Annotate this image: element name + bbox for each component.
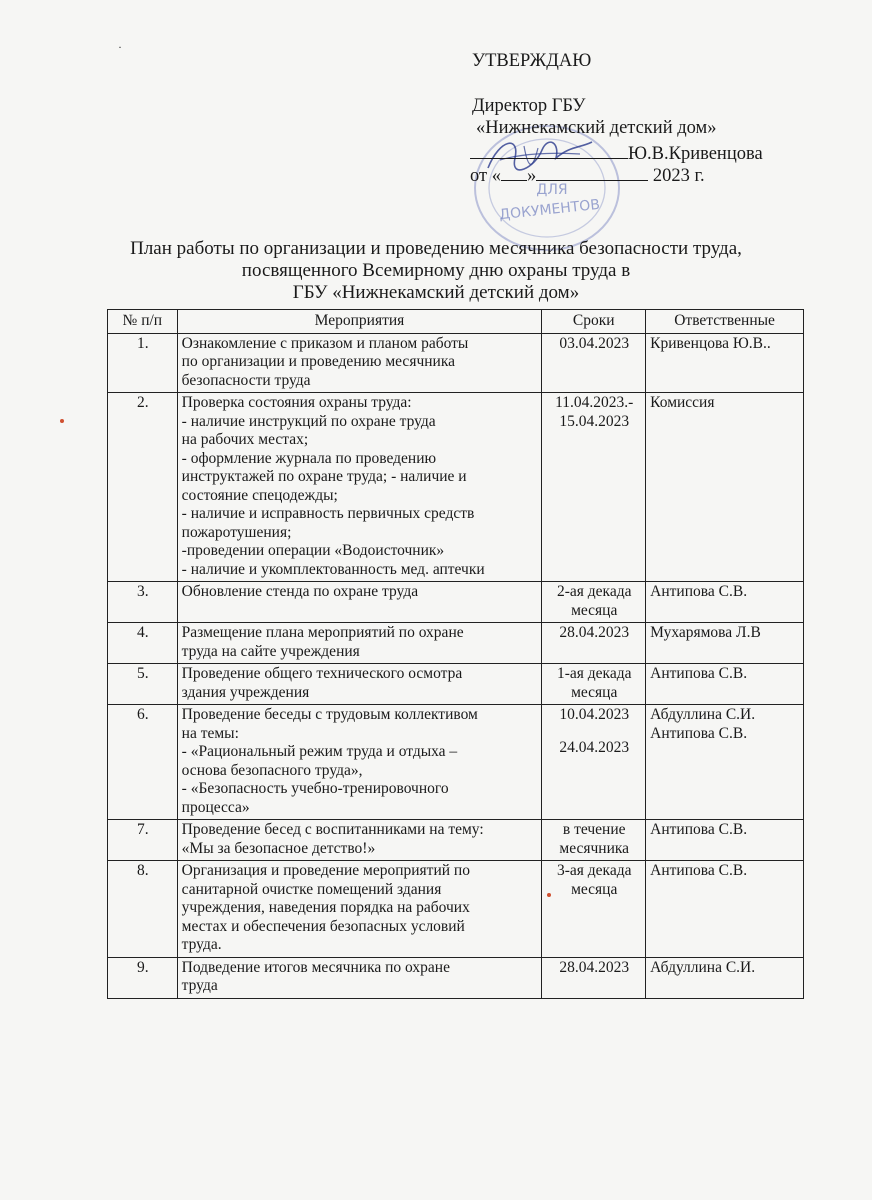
event-cell-line: безопасности труда: [181, 371, 311, 389]
header-responsible: Ответственные: [646, 310, 804, 334]
scan-speck: [547, 893, 551, 897]
table-row: [108, 705, 804, 820]
dates-cell-line: в течение: [562, 821, 626, 838]
event-cell-line: - наличие и укомплектованность мед. аптечки: [181, 560, 485, 578]
header-dates: Сроки: [542, 310, 646, 334]
scan-speck: [60, 419, 64, 423]
event-cell-line: Организация и проведение мероприятий по: [181, 862, 470, 879]
event-cell-line: - наличие и исправность первичных средств: [181, 505, 475, 522]
header-num: № п/п: [108, 310, 178, 334]
row-number: 7.: [108, 820, 178, 861]
dates-cell-line: месяца: [571, 880, 618, 898]
event-cell-line: - «Безопасность учебно-тренировочного: [181, 780, 449, 797]
row-number: 6.: [108, 705, 178, 820]
scan-mark: ·: [118, 40, 122, 54]
responsible-cell-line: Комиссия: [650, 394, 715, 411]
dates-cell: [542, 705, 646, 820]
responsible-cell: [646, 623, 804, 664]
responsible-cell: [646, 393, 804, 582]
event-cell-line: Ознакомление с приказом и планом работы: [181, 334, 469, 352]
approval-org: «Нижнекамский детский дом»: [476, 118, 717, 138]
approval-date-mid: »: [526, 166, 537, 186]
responsible-cell-line: Абдуллина С.И.: [650, 958, 756, 976]
approval-date-year: 2023 г.: [652, 166, 705, 186]
dates-cell-line: месяца: [571, 601, 618, 619]
event-cell-line: -проведении операции «Водоисточник»: [181, 542, 445, 559]
event-cell-line: здания учреждения: [181, 683, 310, 701]
row-number: 9.: [108, 957, 178, 998]
event-cell-line: местах и обеспечения безопасных условий: [181, 917, 465, 935]
title-line-2: посвященного Всемирному дню охраны труда в: [241, 260, 631, 281]
event-cell-line: «Мы за безопасное детство!»: [181, 839, 376, 857]
header-event: Мероприятия: [177, 310, 542, 334]
svg-text:ДЛЯ: ДЛЯ: [536, 182, 568, 198]
responsible-cell-line: Антипова С.В.: [650, 724, 748, 742]
plan-table: [107, 309, 804, 999]
document-title: [40, 238, 832, 304]
event-cell-line: состояние спецодежды;: [181, 486, 338, 504]
dates-cell-line: 03.04.2023: [559, 334, 630, 352]
dates-cell: [542, 957, 646, 998]
responsible-cell: [646, 664, 804, 705]
row-number: 5.: [108, 664, 178, 705]
event-cell-line: труда: [181, 977, 218, 994]
svg-text:ДОКУМЕНТОВ: ДОКУМЕНТОВ: [498, 196, 601, 224]
event-cell: [177, 664, 542, 705]
event-cell-line: - наличие инструкций по охране труда: [181, 412, 436, 430]
approval-heading: УТВЕРЖДАЮ: [472, 51, 592, 71]
event-cell-line: труда на сайте учреждения: [181, 642, 360, 660]
dates-cell-line: 10.04.2023: [559, 706, 630, 723]
responsible-cell: [646, 861, 804, 958]
table-row: [108, 333, 804, 393]
responsible-cell: [646, 705, 804, 820]
dates-cell-line: 15.04.2023: [559, 412, 630, 430]
responsible-cell-line: Мухарямова Л.В: [650, 624, 761, 641]
dates-cell: [542, 582, 646, 623]
event-cell-line: на рабочих местах;: [181, 431, 309, 448]
responsible-cell-line: Антипова С.В.: [650, 862, 748, 879]
responsible-cell: [646, 582, 804, 623]
event-cell-line: санитарной очистке помещений здания: [181, 880, 442, 898]
table-row: [108, 820, 804, 861]
event-cell-line: - «Рациональный режим труда и отдыха –: [181, 743, 458, 760]
title-line-3: ГБУ «Нижнекамский детский дом»: [292, 282, 580, 303]
table-row: [108, 393, 804, 582]
event-cell-line: Проведение общего технического осмотра: [181, 665, 463, 682]
event-cell-line: - оформление журнала по проведению: [181, 449, 437, 467]
approval-position: Директор ГБУ: [472, 96, 586, 116]
dates-cell-line: 11.04.2023.-: [555, 394, 634, 411]
table-row: [108, 664, 804, 705]
dates-cell: [542, 820, 646, 861]
event-cell-line: на темы:: [181, 724, 239, 742]
event-cell-line: пожаротушения;: [181, 523, 292, 541]
approval-date-prefix: от «: [470, 166, 501, 186]
responsible-cell-line: Антипова С.В.: [650, 583, 748, 600]
row-number: 8.: [108, 861, 178, 958]
dates-cell: [542, 861, 646, 958]
event-cell-line: Проведение бесед с воспитанниками на тему:: [181, 821, 484, 838]
responsible-cell: [646, 957, 804, 998]
dates-cell-line: 28.04.2023: [559, 624, 630, 641]
event-cell: [177, 820, 542, 861]
event-cell: [177, 705, 542, 820]
dates-cell: [542, 623, 646, 664]
event-cell-line: процесса»: [181, 798, 250, 816]
table-row: [108, 582, 804, 623]
event-cell-line: Обновление стенда по охране труда: [181, 583, 419, 600]
dates-cell: [542, 664, 646, 705]
responsible-cell-line: Кривенцова Ю.В..: [650, 334, 771, 352]
event-cell-line: Размещение плана мероприятий по охране: [181, 624, 464, 641]
approval-name: Ю.В.Кривенцова: [628, 144, 763, 164]
event-cell: [177, 957, 542, 998]
event-cell-line: учреждения, наведения порядка на рабочих: [181, 899, 470, 916]
table-row: [108, 623, 804, 664]
row-number: 4.: [108, 623, 178, 664]
event-cell-line: по организации и проведению месячника: [181, 353, 456, 370]
responsible-cell: [646, 820, 804, 861]
day-underline: [501, 163, 527, 181]
event-cell: [177, 623, 542, 664]
event-cell-line: труда.: [181, 936, 222, 953]
dates-cell-line: 1-ая декада: [556, 665, 632, 682]
signature-underline: [470, 141, 628, 159]
dates-cell-line: 3-ая декада: [556, 862, 632, 879]
responsible-cell-line: Антипова С.В.: [650, 665, 748, 682]
event-cell-line: основа безопасного труда»,: [181, 761, 363, 779]
row-number: 1.: [108, 333, 178, 393]
dates-cell: [542, 333, 646, 393]
title-line-1: План работы по организации и проведению месячника безопасности труда,: [130, 238, 742, 259]
month-underline: [536, 163, 648, 181]
table-row: [108, 861, 804, 958]
row-number: 3.: [108, 582, 178, 623]
dates-cell-line: 24.04.2023: [559, 738, 630, 756]
dates-cell-line: месячника: [559, 839, 630, 857]
table-row: [108, 957, 804, 998]
event-cell-line: Проверка состояния охраны труда:: [181, 394, 412, 411]
dates-cell-line: [546, 725, 642, 739]
approval-date-line: [470, 163, 705, 187]
row-number: 2.: [108, 393, 178, 582]
dates-cell-line: 2-ая декада: [556, 583, 632, 600]
dates-cell: [542, 393, 646, 582]
event-cell: [177, 861, 542, 958]
dates-cell-line: 28.04.2023: [559, 958, 630, 976]
approval-signature-line: [470, 141, 763, 165]
event-cell-line: Проведение беседы с трудовым коллективом: [181, 706, 478, 723]
table-header-row: [108, 310, 804, 334]
responsible-cell-line: Антипова С.В.: [650, 821, 748, 838]
table-body: [108, 333, 804, 998]
responsible-cell-line: Абдуллина С.И.: [650, 706, 756, 723]
responsible-cell: [646, 333, 804, 393]
event-cell-line: инструктажей по охране труда; - наличие и: [181, 468, 467, 485]
event-cell-line: Подведение итогов месячника по охране: [181, 958, 450, 976]
event-cell: [177, 333, 542, 393]
dates-cell-line: месяца: [571, 683, 618, 701]
event-cell: [177, 582, 542, 623]
event-cell: [177, 393, 542, 582]
